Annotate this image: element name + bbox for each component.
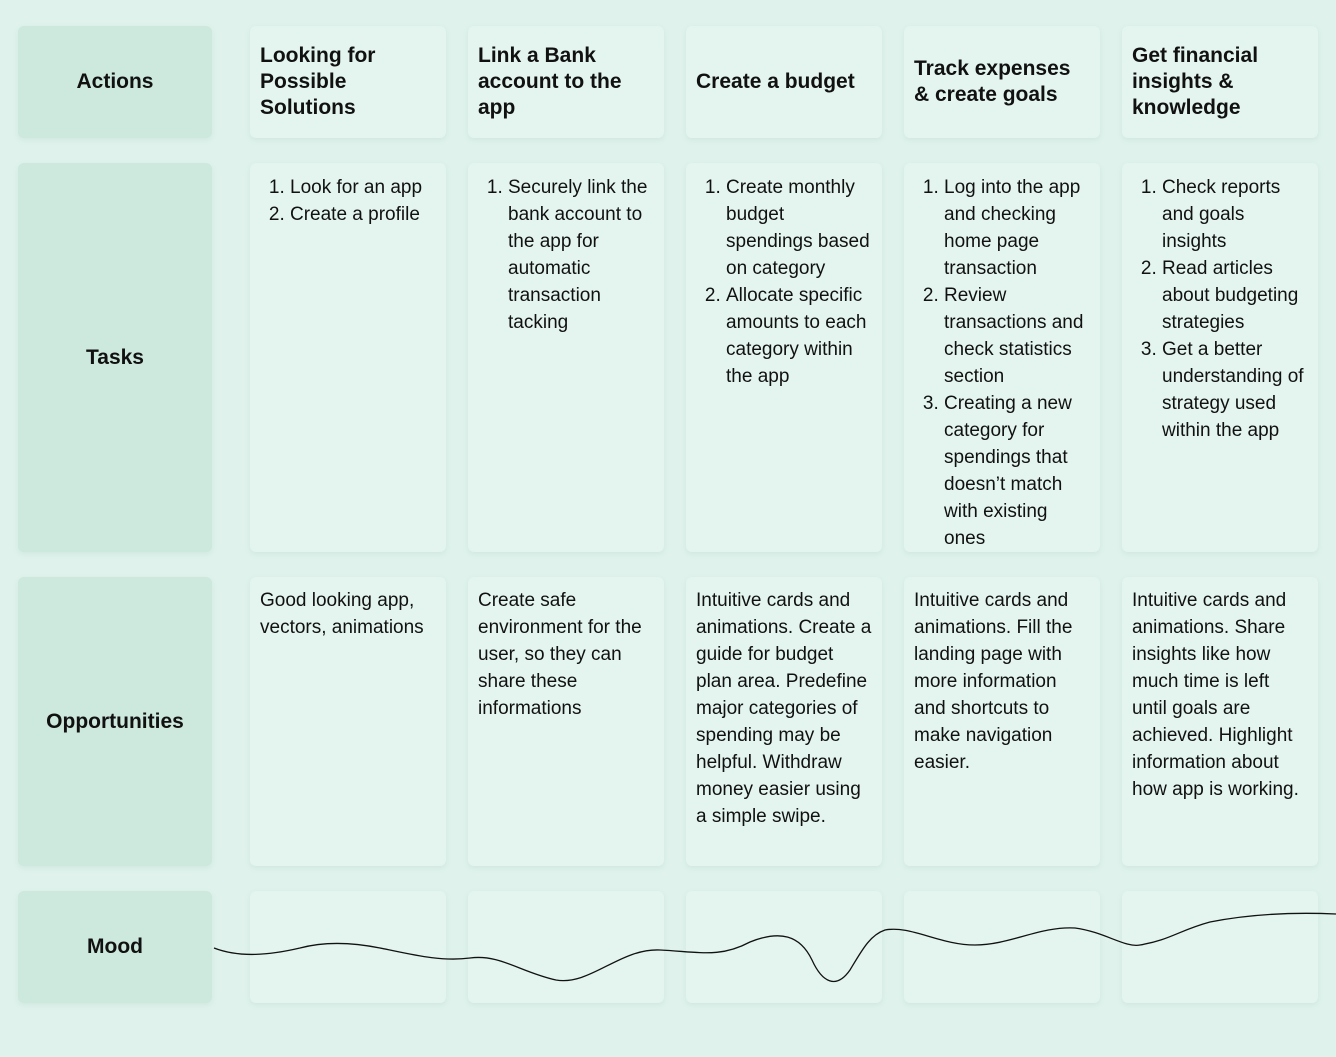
tasks-card-5 bbox=[1122, 163, 1318, 552]
task-item: 1. Look for an app bbox=[290, 174, 436, 201]
task-list-3 bbox=[696, 174, 872, 390]
opportunity-text-1: Good looking app, vectors, animations bbox=[260, 590, 424, 638]
row-label-mood bbox=[18, 891, 212, 1003]
tasks-card-2 bbox=[468, 163, 664, 552]
task-item: 1. Check reports and goals insights bbox=[1162, 174, 1308, 255]
task-item: 2. Allocate specific amounts to each category within the app bbox=[726, 282, 872, 390]
action-card-5 bbox=[1122, 26, 1318, 138]
mood-card-2 bbox=[468, 891, 664, 1003]
opportunity-text-2: Create safe environment for the user, so they can share these informations bbox=[478, 590, 642, 719]
mood-card-4 bbox=[904, 891, 1100, 1003]
action-title-4: Track expenses & create goals bbox=[914, 57, 1071, 106]
task-item: 1. Log into the app and checking home page transaction bbox=[944, 174, 1090, 282]
action-card-4 bbox=[904, 26, 1100, 138]
opportunity-card-1 bbox=[250, 577, 446, 866]
action-title-5: Get financial insights & knowledge bbox=[1132, 44, 1259, 119]
opportunity-card-4 bbox=[904, 577, 1100, 866]
row-label-tasks-text: Tasks bbox=[86, 345, 144, 369]
task-item: 2. Review transactions and check statistics section bbox=[944, 282, 1090, 390]
task-item: 2. Read articles about budgeting strategies bbox=[1162, 255, 1308, 336]
action-title-1: Looking for Possible Solutions bbox=[260, 44, 376, 119]
task-item: 1. Create monthly budget spendings based on category bbox=[726, 174, 872, 282]
task-list-2 bbox=[478, 174, 654, 336]
row-label-actions bbox=[18, 26, 212, 138]
opportunity-card-3 bbox=[686, 577, 882, 866]
action-title-3: Create a budget bbox=[696, 70, 855, 93]
opportunity-card-5 bbox=[1122, 577, 1318, 866]
task-item: 1. Securely link the bank account to the app for automatic transaction tacking bbox=[508, 174, 654, 336]
opportunity-text-3: Intuitive cards and animations. Create a guide for budget plan area. Predefine major categories of spending may be helpful. Withdraw money easier using a simple swipe. bbox=[696, 590, 872, 827]
opportunity-card-2 bbox=[468, 577, 664, 866]
row-label-opportunities bbox=[18, 577, 212, 866]
action-title-2: Link a Bank account to the app bbox=[478, 44, 622, 119]
row-label-tasks bbox=[18, 163, 212, 552]
tasks-card-1 bbox=[250, 163, 446, 552]
tasks-card-3 bbox=[686, 163, 882, 552]
mood-card-5 bbox=[1122, 891, 1318, 1003]
task-item: 3. Creating a new category for spendings that doesn’t match with existing ones bbox=[944, 390, 1090, 552]
task-item: 3. Get a better understanding of strategy used within the app bbox=[1162, 336, 1308, 444]
action-card-1 bbox=[250, 26, 446, 138]
opportunity-text-4: Intuitive cards and animations. Fill the landing page with more information and shortcuts to make navigation easier. bbox=[914, 590, 1073, 773]
row-label-opportunities-text: Opportunities bbox=[46, 709, 184, 733]
task-item: 2. Create a profile bbox=[290, 201, 436, 228]
action-card-3 bbox=[686, 26, 882, 138]
tasks-card-4 bbox=[904, 163, 1100, 552]
mood-card-1 bbox=[250, 891, 446, 1003]
task-list-4 bbox=[914, 174, 1090, 552]
opportunity-text-5: Intuitive cards and animations. Share insights like how much time is left until goals are achieved. Highlight information about how app is working. bbox=[1132, 590, 1299, 800]
mood-card-3 bbox=[686, 891, 882, 1003]
action-card-2 bbox=[468, 26, 664, 138]
row-label-actions-text: Actions bbox=[76, 70, 154, 93]
task-list-1 bbox=[260, 174, 436, 228]
task-list-5 bbox=[1132, 174, 1308, 444]
row-label-mood-text: Mood bbox=[87, 935, 143, 958]
